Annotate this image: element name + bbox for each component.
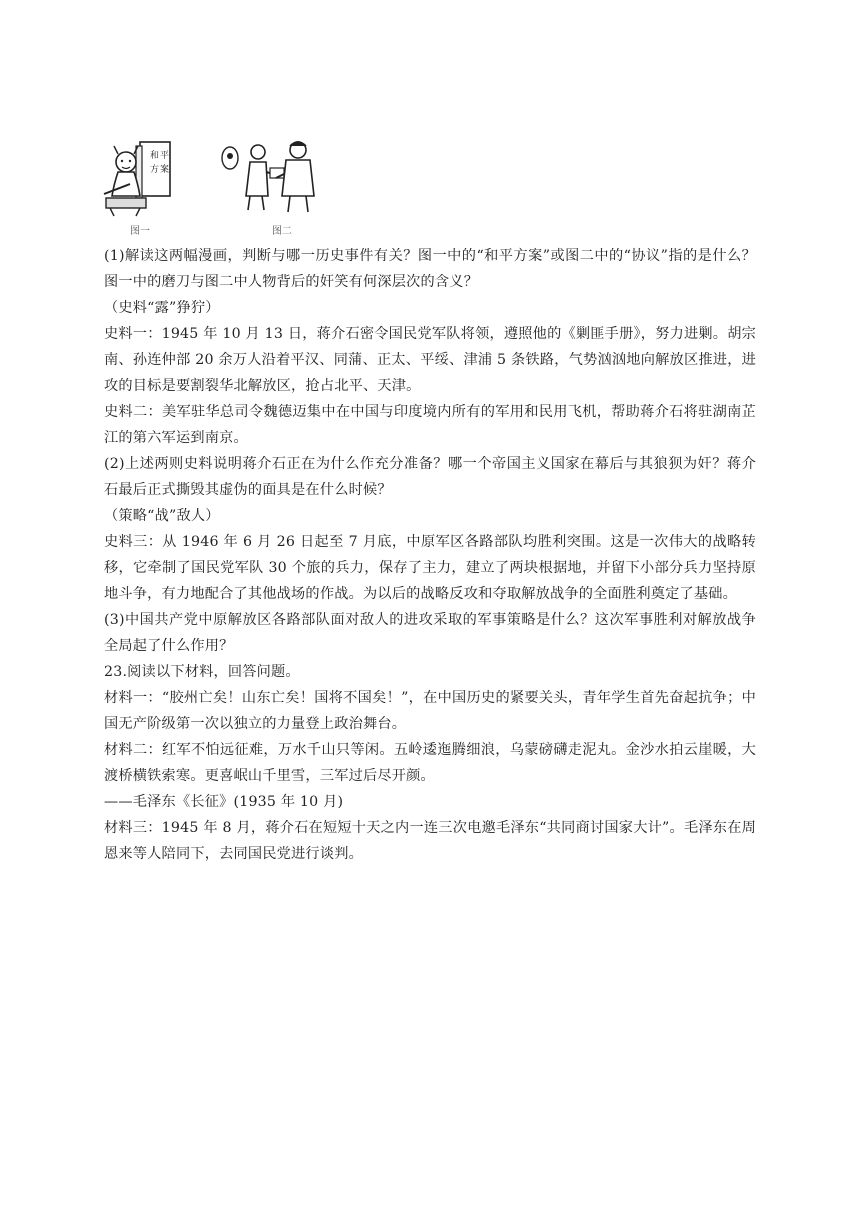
- question-3: (3)中国共产党中原解放区各路部队面对敌人的进攻采取的军事策略是什么？这次军事胜利对解放战争全局起了什么作用？: [104, 612, 756, 654]
- cartoon-2-image: [220, 138, 326, 218]
- material-2: 材料二：红军不怕远征难，万水千山只等闲。五岭逶迤腾细浪，乌蒙磅礴走泥丸。金沙水拍云崖暖，大渡桥横铁索寒。更喜岷山千里雪，三军过后尽开颜。: [104, 742, 756, 784]
- svg-text:案: 案: [160, 165, 170, 175]
- cartoon-figures: [100, 138, 340, 238]
- question-2: (2)上述两则史料说明蒋介石正在为什么作充分准备？哪一个帝国主义国家在幕后与其狼狈为奸？蒋介石最后正式撕毁其虚伪的面具是在什么时候？: [104, 456, 756, 498]
- material-2-attribution: ——毛泽东《长征》(1935 年 10 月): [104, 794, 344, 810]
- figure-2-caption: 图二: [272, 226, 292, 237]
- material-3: 材料三：1945 年 8 月，蒋介石在短短十天之内一连三次电邀毛泽东“共同商讨国家大计”。毛泽东在周恩来等人陪同下，去同国民党进行谈判。: [104, 820, 756, 862]
- cartoon-1-image: [100, 138, 186, 218]
- question-23-heading: 23.阅读以下材料，回答问题。: [104, 664, 300, 680]
- source-material-3: 史料三：从 1946 年 6 月 26 日起至 7 月底，中原军区各路部队均胜利突围。这是一次伟大的战略转移，它牵制了国民党军队 30 个旅的兵力，保存了主力，建立了两块根据地，并留下小部分兵力坚持原地斗争，有力地配合了其他战场的作战。为以后的战略反攻和夺取解放战争的全面胜利奠定了基础。: [104, 534, 756, 602]
- svg-text:平: 平: [160, 151, 170, 161]
- section-heading-1: （史料“露”狰狞）: [104, 300, 220, 316]
- document-body: [104, 243, 756, 867]
- source-material-2: 史料二：美军驻华总司令魏德迈集中在中国与印度境内所有的军用和民用飞机，帮助蒋介石将驻湖南芷江的第六军运到南京。: [104, 404, 756, 446]
- question-1: (1)解读这两幅漫画，判断与哪一历史事件有关？图一中的“和平方案”或图二中的“协议”指的是什么？图一中的磨刀与图二中人物背后的奸笑有何深层次的含义？: [104, 248, 756, 290]
- section-heading-2: （策略“战”敌人）: [104, 508, 220, 524]
- svg-text:和: 和: [150, 151, 160, 161]
- cartoon-figure-1: [100, 138, 186, 218]
- cartoon-figure-2: [220, 138, 326, 218]
- source-material-1: 史料一：1945 年 10 月 13 日，蒋介石密令国民党军队将领，遵照他的《剿匪手册》，努力进剿。胡宗南、孙连仲部 20 余万人沿着平汉、同蒲、正太、平绥、津浦 5 条铁路，气势汹汹地向解放区推进，进攻的目标是要割裂华北解放区，抢占北平、天津。: [104, 326, 756, 394]
- material-1: 材料一：“胶州亡矣！山东亡矣！国将不国矣！”，在中国历史的紧要关头，青年学生首先奋起抗争；中国无产阶级第一次以独立的力量登上政治舞台。: [104, 690, 756, 732]
- svg-text:方: 方: [150, 165, 160, 175]
- figure-1-caption: 图一: [130, 226, 150, 237]
